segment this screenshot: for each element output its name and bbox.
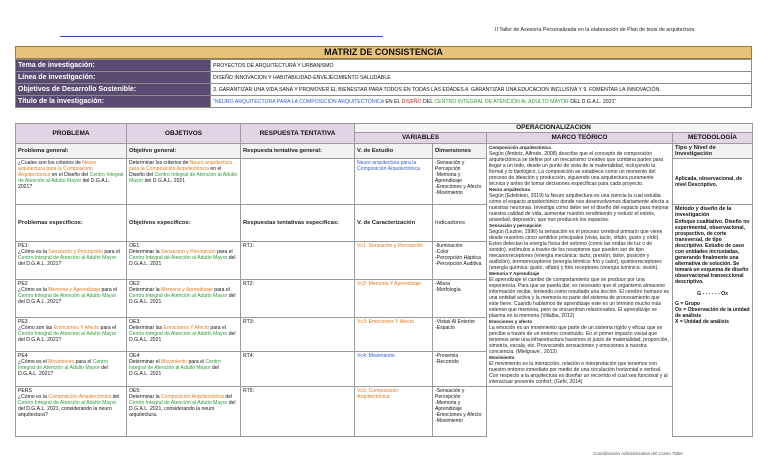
dimension-item: -Memoria y Aprendizaje xyxy=(435,172,462,184)
text-run: Determinar la xyxy=(129,249,160,255)
legend-item: Ox = Observación de la unidad de análisis xyxy=(675,306,750,319)
header-note: II Taller de Asesoría Personalizada en la elaboración de Plan de tesis de arquitectura xyxy=(495,27,695,33)
dimension-item: -Sensación y Percepción xyxy=(435,160,465,172)
text-run: en el Diseño del xyxy=(129,166,222,178)
indicator-item: -Altura xyxy=(435,281,451,287)
variable-caracterizacion: Vc5: Composición Arquitectónica xyxy=(355,387,433,437)
variable-caracterizacion: Vc3: Emociones Y Afecto xyxy=(355,318,433,352)
info-value-tema: PROYECTOS DE ARQUITECTURA Y URBANISMO xyxy=(211,60,752,72)
text-run: ¿Cómo son las xyxy=(18,325,53,331)
info-label-titulo: Título de la investigación: xyxy=(16,96,211,108)
label-problemas-especificos: Problemas especificos: xyxy=(16,205,127,242)
variable-estudio: Neuro arquitectura para la Composición Arquitectónica xyxy=(355,159,433,205)
code: PE2 xyxy=(18,281,28,287)
code: OE4: xyxy=(129,353,141,359)
label-variable-estudio: V. de Estudio xyxy=(355,144,433,159)
respuesta-especifica: RT3: xyxy=(241,318,355,352)
text-run: Memoria y Aprendizaje xyxy=(161,287,213,293)
indicadores xyxy=(433,318,487,352)
col-header-marco: MARCO TEÓRICO xyxy=(487,133,673,144)
code: OE3: xyxy=(129,319,141,325)
info-row xyxy=(16,84,752,96)
problema-general xyxy=(16,159,127,205)
text-run: Determinar las xyxy=(129,325,163,331)
marco-section-title: Memoria Y Aprendizaje xyxy=(489,271,540,276)
label-respuestas-especificas: Respuestas tentativas especificas: xyxy=(241,205,355,242)
marco-section-title: Emociones y afecto xyxy=(489,319,533,324)
design-scheme: G - - - - - - Ox xyxy=(697,290,728,297)
dimension-item: -Movimiento xyxy=(435,190,463,196)
indicator-item: -Vistas Al Exterior xyxy=(435,319,476,325)
indicator-item: -Espacio xyxy=(435,325,455,331)
info-label-ods: Objetivos de Desarrollo Sostenible: xyxy=(16,84,211,96)
title-part: CENTRO INTEGRAL DE ATENCIÓN AL ADULTO MAYOR xyxy=(434,98,569,105)
text-run: Emociones Y Afecto xyxy=(53,325,100,331)
info-row xyxy=(16,60,752,72)
variable-caracterizacion: Vc2: Memoria Y Aprendizaje xyxy=(355,280,433,318)
text-run: del D.G.A.L. 2021 xyxy=(129,331,236,343)
indicator-item: -Memoria y Aprendizaje xyxy=(435,400,462,412)
problema-especifico xyxy=(16,280,127,318)
title-part: DEL xyxy=(423,98,433,105)
marco-section-text: El movimiento es la interacción, relación e interpretación que tenemos con nuestro entorno inmediato por medio de una circulación horizontal o vertical. Con respecto a la arquitectura es diseñar un recorrido el cual sea funcional y al interactuar presente confort. (Gehl, 2014) xyxy=(489,361,668,385)
variable-caracterizacion: Vc1: Sensación y Percepción xyxy=(355,242,433,280)
indicator-item: -Emociones y Afecto xyxy=(435,412,482,418)
text-run: Determinar el xyxy=(129,359,160,365)
text-run: Centro Integral de Atención al Adulto Mayor xyxy=(129,172,238,184)
objetivo-especifico xyxy=(127,352,241,387)
text-run: del D.G.A.L. 2021, considerando la neuro arquitectura. xyxy=(129,400,236,418)
info-row xyxy=(16,72,752,84)
indicator-item: -Color xyxy=(435,249,449,255)
indicadores xyxy=(433,242,487,280)
marco-section-title: Neuro arquitectura xyxy=(489,187,531,192)
marco-section-text: La emoción es un movimiento que parte de un sistema rígido y eficaz que se percibe a través de un entorno construido. En el primer impacto visual que tenemos ante una infraestructura hacemos el juicio de materialidad, proporción, simetría, escala, etc. Provocando sensaciones y emociones a nuestra conciencia. (Mielgrave , 2013) xyxy=(489,325,669,355)
text-run: Determinar los criterios de xyxy=(129,160,189,166)
objetivo-especifico xyxy=(127,318,241,352)
code: OE5: xyxy=(129,388,141,394)
text-run: Movimiento xyxy=(161,359,188,365)
info-value-titulo xyxy=(211,96,752,108)
dimension-item: -Emociones y Afecto xyxy=(435,184,482,190)
label-indicadores: Indicadores xyxy=(433,205,487,242)
text-run: Centro Integral de Atención al Adulto Mayor xyxy=(18,359,109,371)
text-run: para el xyxy=(104,249,120,255)
dimensiones-list xyxy=(433,159,487,205)
label-problema-general: Problema general: xyxy=(16,144,127,159)
metodo-label: Método y diseño de la investigación xyxy=(675,206,732,219)
info-value-linea: DISEÑO INNOVACION Y HABITABILIDAD-ENVEJECIMIENTO SALUDABLE xyxy=(211,72,752,84)
text-run: del D.G.A.L. 2021 xyxy=(129,293,236,305)
problema-especifico xyxy=(16,318,127,352)
marco-section-title: Movimiento xyxy=(489,355,515,360)
info-table xyxy=(15,59,752,108)
objetivo-especifico xyxy=(127,280,241,318)
text-run: Centro Integral de Atención al Adulto Mayor xyxy=(18,255,117,261)
variable-caracterizacion: Vc4: Movimiento xyxy=(355,352,433,387)
header-rule xyxy=(60,36,383,37)
col-header-objetivos: OBJETIVOS xyxy=(127,124,241,144)
respuesta-especifica: RT4: xyxy=(241,352,355,387)
indicator-item: -Recorrido xyxy=(435,359,459,365)
label-respuesta-general: Respuesta tentativa general: xyxy=(241,144,355,159)
text-run: del D.G.A.L. 2021? xyxy=(18,178,111,190)
text-run: del D.G.A.L. 2021? xyxy=(18,337,62,343)
indicadores xyxy=(433,387,487,437)
text-run: del D.G.A.L. 2021? xyxy=(18,261,62,267)
marco-section-text: El aprendizaje el cambio de comportamiento que se produce por una experiencia. Para que se pueda dar, es necesario que el organismo almacene información recibe, teniendo como resultado una lección. El cerebro humano es una entidad activa y la memoria es parte del sistema de procesamiento que este tiene. Cuando hablamos de aprendizaje este es un término mucho más extenso que memoria, pero se encuentran relacionados. El aprendizaje se plasma en la memoria (Villalba, 2012) xyxy=(489,277,670,319)
text-run: Determinar la xyxy=(129,287,160,293)
code: OE1: xyxy=(129,243,141,249)
table-row xyxy=(16,387,753,437)
col-header-operacionalizacion: OPERACIONALIZACIÓN xyxy=(355,124,753,133)
code: PERS xyxy=(18,388,32,394)
text-run: ¿Cuales son los criterios de xyxy=(18,160,81,166)
text-run: del xyxy=(225,394,233,400)
matrix-title: MATRIZ DE CONSISTENCIA xyxy=(15,46,752,59)
text-run: Centro Integral de Atención al Adulto Mayor xyxy=(129,255,228,261)
col-header-respuesta: RESPUESTA TENTATIVA xyxy=(241,124,355,144)
indicator-item: -Sensación y Percepción xyxy=(435,388,465,400)
problema-especifico xyxy=(16,242,127,280)
text-run: Composición Arquitectónica xyxy=(161,394,224,400)
problema-especifico xyxy=(16,352,127,387)
title-part: EN EL xyxy=(385,98,401,105)
marco-section-title: Sensación y percepción xyxy=(489,223,542,228)
text-run: Centro Integral de Atención al Adulto Mayor xyxy=(18,172,124,184)
text-run: para el xyxy=(101,287,118,293)
info-label-tema: Tema de investigación: xyxy=(16,60,211,72)
text-run: Centro Integral de Atención al Adulto Mayor xyxy=(129,359,221,371)
text-run: del D.G.A.L. 2021 xyxy=(129,255,236,267)
text-run: ¿Cómo es la xyxy=(18,394,47,400)
problema-especifico xyxy=(16,387,127,437)
respuesta-especifica: RT1: xyxy=(241,242,355,280)
text-run: del D.G.A.L. 2021, considerando la neuro arquitectura? xyxy=(18,406,112,418)
text-run: Neuro arquitectura para la Composición Arquitectónica xyxy=(129,160,233,172)
label-objetivo-general: Objetivo general: xyxy=(127,144,241,159)
text-run: Sensación y Percepción xyxy=(161,249,216,255)
text-run: para el xyxy=(210,325,226,331)
col-header-variables: VARIABLES xyxy=(355,133,487,144)
consistency-matrix xyxy=(15,123,753,437)
respuesta-especifica: RT5: xyxy=(241,387,355,437)
title-part: DISEÑO xyxy=(401,98,422,105)
text-run: Determinar la xyxy=(129,394,160,400)
indicator-item: -Proxemia xyxy=(435,353,459,359)
text-run: Composición Arquitectónica xyxy=(48,394,112,400)
info-label-linea: Línea de investigación: xyxy=(16,72,211,84)
label-tipo-nivel: Tipo y Nivel de Investigación xyxy=(673,144,753,159)
indicator-item: -Percepción Auditiva xyxy=(435,261,482,267)
text-run: Centro Integral de Atención al Adulto Mayor xyxy=(18,331,117,337)
text-run: ¿Cómo es la xyxy=(18,249,47,255)
text-run: Movimiento xyxy=(48,359,75,365)
text-run: Memoria y Aprendizaje xyxy=(48,287,101,293)
marco-section-text: Según (Edelstein, 2019) la Neuro arquitectura es una ciencia la cual estudia cómo el espacio arquitectónico donde nos desenvolvemos diariamente afecta a nuestras neuronas. Investiga cómo debe ser el diseño del espacio para mejorar nuestra calidad de vida, aumentar nuestro rendimiento y reducir el estrés, ansiedad, depresión, que nos producen los espacios. xyxy=(489,193,669,223)
text-run: Centro Integral de Atención al Adulto Mayor xyxy=(129,293,228,299)
metodologia-cell xyxy=(673,205,753,437)
label-objetivos-especificos: Objetivos especificos: xyxy=(127,205,241,242)
indicadores xyxy=(433,280,487,318)
indicadores xyxy=(433,352,487,387)
text-run: del D.G.A.L. 2021? xyxy=(18,299,62,305)
marco-teorico-cell xyxy=(487,144,673,387)
text-run: del D.G.A.L. 2021 xyxy=(144,178,186,184)
label-dimensiones: Dimensiones xyxy=(433,144,487,159)
info-row xyxy=(16,96,752,108)
text-run: para el xyxy=(75,359,92,365)
text-run: Centro Integral de Atención al Adulto Mayor xyxy=(129,400,228,406)
text-run: para el xyxy=(188,359,205,365)
text-run: ¿Cómo es la xyxy=(18,287,47,293)
indicator-item: -Iluminación xyxy=(435,243,463,249)
indicator-item: -Movimiento xyxy=(435,418,463,424)
objetivo-especifico xyxy=(127,242,241,280)
text-run: del D.G.A.L. 2021? xyxy=(18,365,108,377)
text-run: ¿Cómo es el xyxy=(18,359,47,365)
col-header-metodologia: METODOLOGÍA xyxy=(673,133,753,144)
objetivo-general xyxy=(127,159,241,205)
text-run: en el Diseño del xyxy=(51,172,89,178)
text-run: Neuro arquitectura para la Composición Arquitectónica xyxy=(18,160,97,178)
text-run: Centro Integral de Atención al Adulto Mayor xyxy=(18,400,117,406)
col-header-problema: PROBLEMA xyxy=(16,124,127,144)
text-run: del D.G.A.L. 2021 xyxy=(129,365,219,377)
marco-section-text: Según (Ambriz, Alfredo, 2008) describe que el concepto de composición arquitectónica se define por un mecanismo creativo que combina partes para llegar a un todo, desde un punto de vista de la materialidad, incluyendo la formal y lo tipológico. La composición se establece como un momento del proceso de ideación y producción, siguiendo una arquitectura puramente técnica y antes de tomar decisiones específicas para cada proyecto. xyxy=(489,151,664,187)
title-part: "NEURO ARQUITECTURA PARA LA COMPOSICIÓN ARQUITECTÓNICA xyxy=(213,98,384,105)
text-run: para el xyxy=(217,249,233,255)
info-value-ods: 3. GARANTIZAR UNA VIDA SANA Y PROMOVER EL BIENESTAR PARA TODOS EN TODAS LAS EDADES.4. GARANTIZAR UNA EDUCACION INCLUSIVA Y 9. FOMENTAR LA INNOVACIÓN. xyxy=(211,84,752,96)
code: PE3 xyxy=(18,319,28,325)
legend-item: X = Unidad de análisis xyxy=(675,318,729,325)
text-run: para el xyxy=(100,325,117,331)
respuesta-general xyxy=(241,159,355,205)
text-run: del xyxy=(112,394,120,400)
respuesta-especifica: RT2: xyxy=(241,280,355,318)
text-run: Emociones Y Afecto xyxy=(163,325,209,331)
tipo-investigacion: Aplicada, observacional, de nivel Descriptivo. xyxy=(673,159,753,205)
code: PE1: xyxy=(18,243,30,249)
objetivo-especifico xyxy=(127,387,241,437)
text-run: para el xyxy=(214,287,230,293)
metodo-text: Enfoque cualitativo. Diseño no experimental, observacional, prospectivo, de corte transversal, de tipo descriptivo. Estudio de caso con unidades incrustadas, generando finalmente una alternativa de solución. Se tomará un esquema de diseño observacional transeccional descriptivo. xyxy=(675,218,750,285)
text-run: Sensación y Percepción xyxy=(48,249,103,255)
marco-section-title: Composición arquitectónica xyxy=(489,145,551,150)
indicator-item: -Morfología xyxy=(435,287,461,293)
legend-item: G = Grupo xyxy=(675,300,701,307)
indicator-item: -Percepción Háptica xyxy=(435,255,481,261)
marco-section-text: Según (Lezine, 1996) la sensación es el proceso cerebral primario que viene desde nuestros cinco sentidos principales (vista, tacto, olfato, gusto y oído). Estos detectan la energía física del entorno (como las ondas de luz o de sonido), estímulos a través de los receptores que pueden ser de tipo mecanorreceptores (energía mecánica: tacto, presión, dolor, posición y audición), termorreceptores (energía térmica: frío y calor), quimiorreceptores (energía química: gusto, olfato) y foto receptores (energía lumínica: visión). xyxy=(489,229,663,271)
text-run: Centro Integral de Atención al Adulto Mayor xyxy=(129,331,228,337)
code: OE2: xyxy=(129,281,141,287)
footer-note: Coordinación Administrativa del Curso Taller xyxy=(593,451,684,456)
code: PE4 xyxy=(18,353,28,359)
label-variable-caracterizacion: V. de Caracterización xyxy=(355,205,433,242)
title-part: DEL D.G.A.L. 2021" xyxy=(570,98,617,105)
text-run: Centro Integral de Atención al Adulto Mayor xyxy=(18,293,117,299)
